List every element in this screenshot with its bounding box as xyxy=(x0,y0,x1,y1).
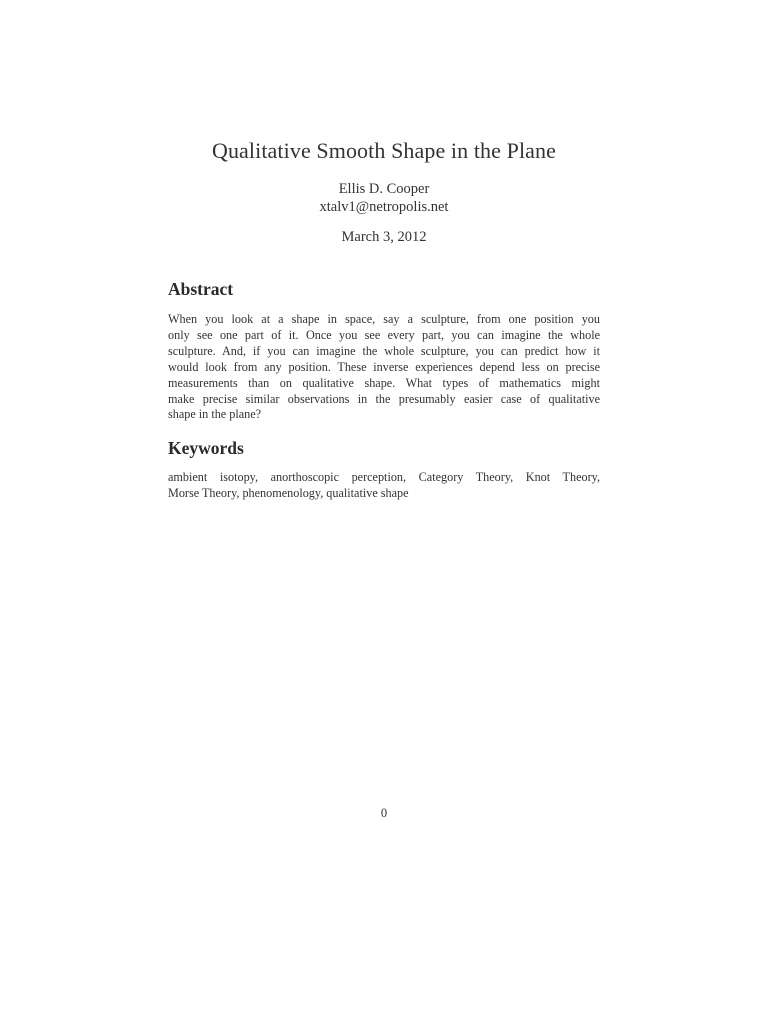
abstract-line: When you look at a shape in space, say a sculpture, from one position you xyxy=(168,312,600,326)
abstract-line: only see one part of it. Once you see every part, you can imagine the whole xyxy=(168,327,600,342)
paper-date: March 3, 2012 xyxy=(341,229,427,245)
author-email: xtalv1@netropolis.net xyxy=(319,199,449,215)
keywords-heading: Keywords xyxy=(168,438,244,458)
abstract-body xyxy=(168,312,600,423)
abstract-line: would look from any position. These inverse experiences depend less on precise xyxy=(168,359,600,374)
abstract-heading: Abstract xyxy=(168,279,234,299)
abstract-line: make precise similar observations in the presumably easier case of qualitative xyxy=(168,391,600,406)
keywords-line: ambient isotopy, anorthoscopic perception, Category Theory, Knot Theory, xyxy=(168,470,600,484)
abstract-line: sculpture. And, if you can imagine the whole sculpture, you can predict how it xyxy=(168,343,600,358)
page-number: 0 xyxy=(380,806,388,820)
abstract-line: shape in the plane? xyxy=(168,407,262,422)
abstract-line: measurements than on qualitative shape. What types of mathematics might xyxy=(168,375,600,390)
author-name: Ellis D. Cooper xyxy=(338,181,430,197)
paper-title: Qualitative Smooth Shape in the Plane xyxy=(211,138,557,163)
keywords-body xyxy=(168,470,600,502)
keywords-line: Morse Theory, phenomenology, qualitative shape xyxy=(168,485,409,500)
